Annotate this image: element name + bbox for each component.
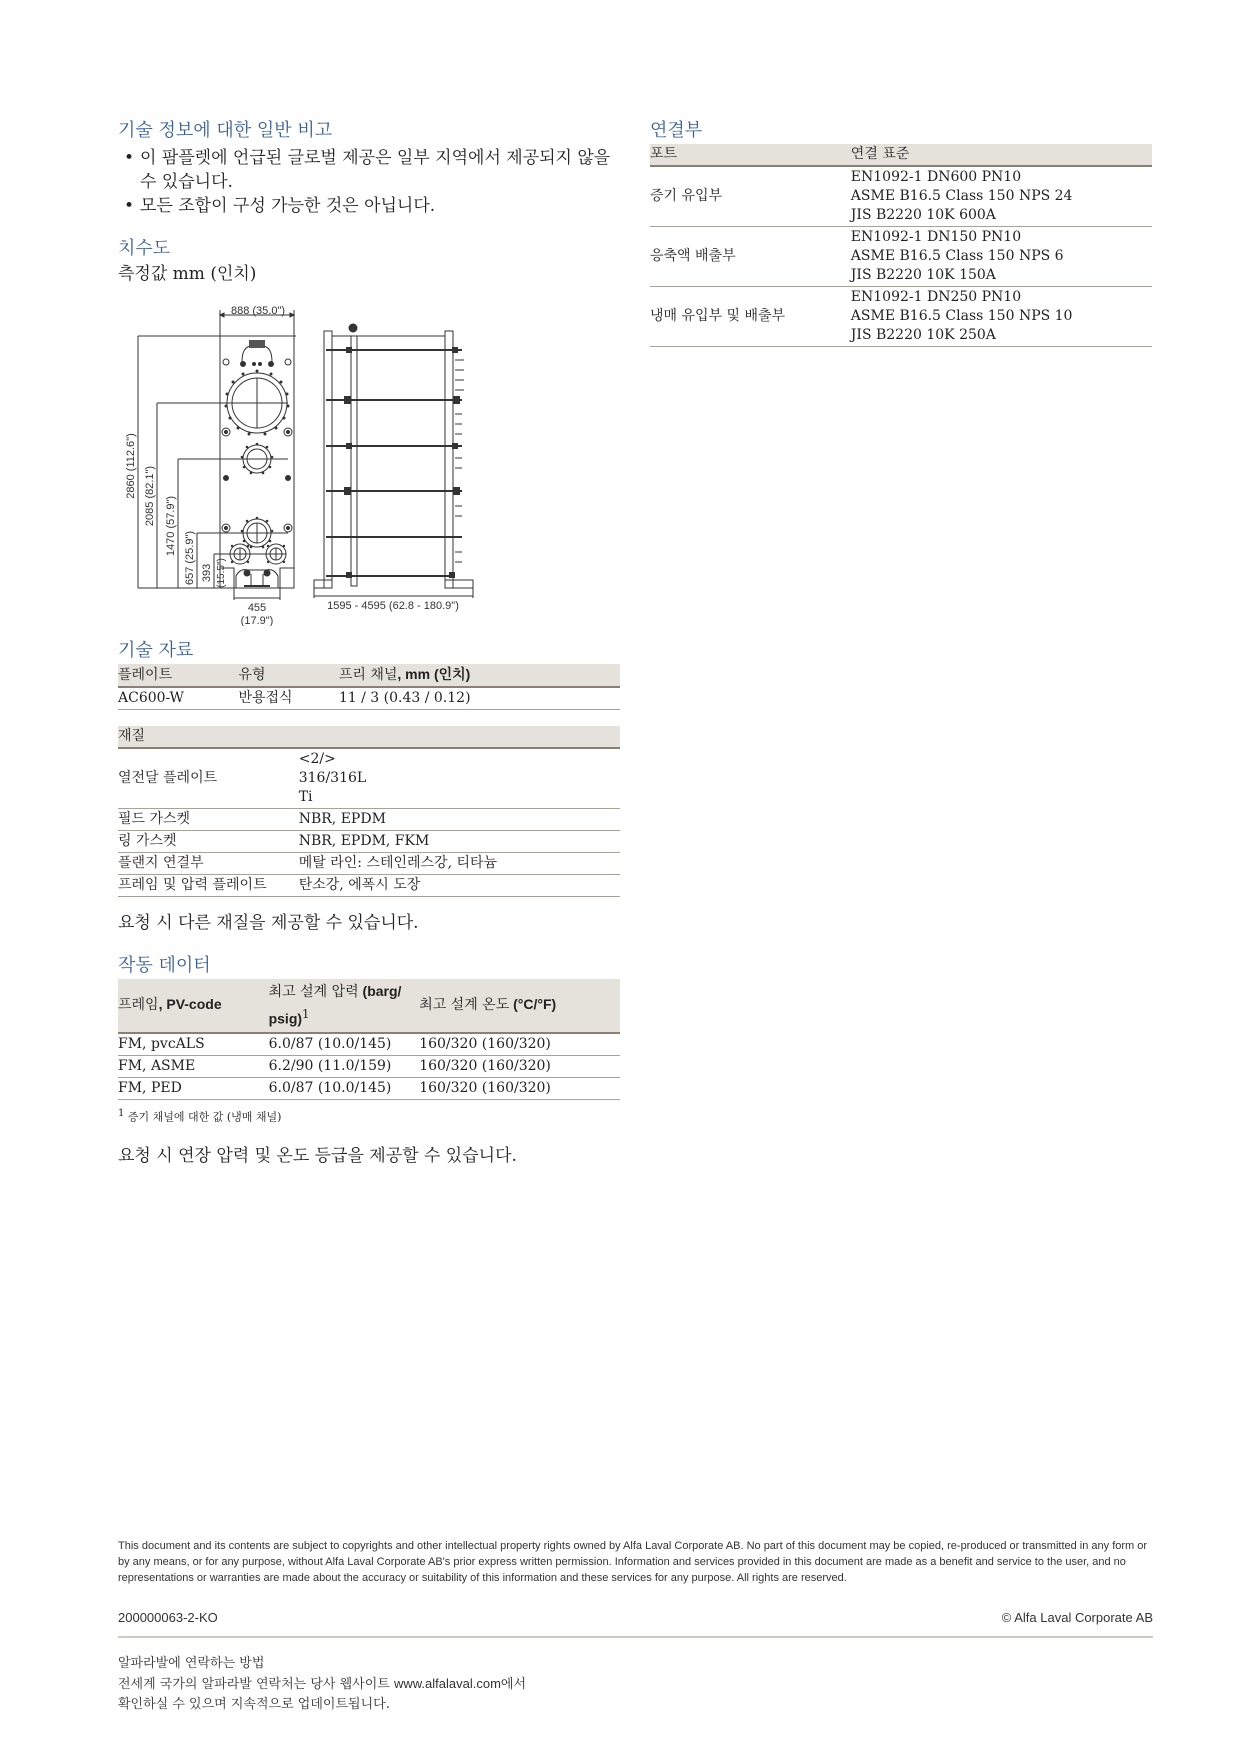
dim-height-393: 393: [201, 563, 213, 583]
table-row: [118, 1055, 620, 1077]
plate-cell: AC600-W: [118, 687, 238, 710]
general-note-item: • 이 팜플렛에 언급된 글로벌 제공은 일부 지역에서 제공되지 않을 수 있습니다.: [118, 146, 620, 194]
temperature-cell: 160/320 (160/320): [419, 1077, 620, 1099]
connections-section: [650, 118, 1152, 347]
free-channel-cell: 11 / 3 (0.43 / 0.12): [339, 687, 620, 710]
free-channel-header: 프리 채널, mm (인치): [339, 664, 620, 687]
dimensions-title: 치수도: [118, 238, 171, 259]
port-cell: 증기 유입부: [650, 166, 851, 227]
connections-table: [650, 144, 1152, 347]
connections-title: 연결부: [650, 120, 703, 141]
dim-height-393-in: (15.5"): [216, 558, 227, 588]
material-values: <2/> 316/316L Ti: [299, 748, 620, 809]
contact-info: [118, 1654, 526, 1715]
frame-header: 프레임, PV-code: [118, 979, 269, 1033]
material-value: 탄소강, 에폭시 도장: [299, 875, 620, 897]
table-row: [118, 1077, 620, 1099]
type-cell: 반용접식: [238, 687, 338, 710]
table-row: [118, 809, 620, 831]
material-label: 프레임 및 압력 플레이트: [118, 875, 299, 897]
temperature-cell: 160/320 (160/320): [419, 1055, 620, 1077]
dimensions-subtitle: 측정값 mm (인치): [118, 264, 257, 284]
materials-note: 요청 시 다른 재질을 제공할 수 있습니다.: [118, 913, 419, 933]
temperature-cell: 160/320 (160/320): [419, 1033, 620, 1056]
table-row: [118, 875, 620, 897]
type-header: 유형: [238, 664, 338, 687]
table-row: [118, 831, 620, 853]
standard-header: 연결 표준: [851, 144, 1152, 166]
table-row: [118, 748, 620, 809]
dim-length: 1595 - 4595 (62.8 - 180.9"): [327, 600, 459, 612]
dim-width-bottom: 455: [247, 602, 267, 614]
document-id: 200000063-2-KO: [118, 1610, 218, 1625]
material-value: NBR, EPDM: [299, 809, 620, 831]
frame-cell: FM, pvcALS: [118, 1033, 269, 1056]
technical-data-section: [118, 638, 620, 935]
port-cell: 냉매 유입부 및 배출부: [650, 287, 851, 347]
material-label: 필드 가스켓: [118, 809, 299, 831]
operational-table: [118, 979, 620, 1100]
contact-title: 알파라발에 연락하는 방법: [118, 1656, 265, 1671]
frame-cell: FM, PED: [118, 1077, 269, 1099]
table-row: [650, 166, 1152, 227]
general-notes-title: 기술 정보에 대한 일반 비고: [118, 120, 333, 141]
material-value: NBR, EPDM, FKM: [299, 831, 620, 853]
dim-height-1470: 1470 (57.9"): [165, 495, 177, 557]
material-label: 열전달 플레이트: [118, 748, 299, 809]
operational-data-section: [118, 953, 620, 1168]
legal-notice: This document and its contents are subject to copyrights and other intellectual property rights owned by Alfa Laval Corporate AB. No part of this document may be copied, re-produced or transmitted in any form or by any means, or for any purpose, without Alfa Laval Corporate AB's prior express written permission. Information and services provided in this document are made as a benefit and service to the user, and no representations or warranties are made about the accuracy or suitability of this information and these services for any purpose. All rights are reserved.: [118, 1540, 1148, 1584]
contact-line-2: 확인하실 수 있으며 지속적으로 업데이트됩니다.: [118, 1697, 390, 1712]
operational-note: 요청 시 연장 압력 및 온도 등급을 제공할 수 있습니다.: [118, 1146, 517, 1167]
right-column: [650, 118, 1152, 347]
contact-line-1: 전세계 국가의 알파라발 연락처는 당사 웹사이트 www.alfalaval.com에서: [118, 1676, 527, 1692]
material-label: 플랜지 연결부: [118, 853, 299, 875]
standard-cell: EN1092-1 DN150 PN10 ASME B16.5 Class 150 NPS 6 JIS B2220 10K 150A: [851, 227, 1152, 287]
table-row: [118, 1033, 620, 1056]
dim-height-657: 657 (25.9"): [184, 530, 196, 586]
plate-header: 플레이트: [118, 664, 238, 687]
frame-cell: FM, ASME: [118, 1055, 269, 1077]
general-note-item: • 모든 조합이 구성 가능한 것은 아닙니다.: [118, 194, 620, 218]
general-notes-list: [118, 146, 620, 218]
heat-exchanger-drawing: [106, 296, 486, 626]
general-notes-section: [118, 118, 620, 218]
copyright: © Alfa Laval Corporate AB: [1001, 1610, 1153, 1625]
pressure-cell: 6.2/90 (11.0/159): [269, 1055, 420, 1077]
materials-header: 재질: [118, 726, 620, 748]
footnote: $^1$ 증기 채널에 대한 값 (냉매 채널): [118, 1107, 282, 1124]
table-row: [118, 687, 620, 710]
standard-cell: EN1092-1 DN600 PN10 ASME B16.5 Class 150 NPS 24 JIS B2220 10K 600A: [851, 166, 1152, 227]
dim-height-2085: 2085 (82.1"): [144, 465, 156, 527]
technical-data-title: 기술 자료: [118, 640, 194, 661]
pressure-header: 최고 설계 압력 (barg/ psig)$^1$: [269, 979, 420, 1033]
dim-width-bottom-in: (17.9"): [240, 615, 274, 626]
port-cell: 응축액 배출부: [650, 227, 851, 287]
left-column: [118, 118, 620, 1168]
pressure-cell: 6.0/87 (10.0/145): [269, 1077, 420, 1099]
dim-height-2860: 2860 (112.6"): [125, 433, 137, 499]
dimension-drawing: [106, 296, 486, 626]
standard-cell: EN1092-1 DN250 PN10 ASME B16.5 Class 150 NPS 10 JIS B2220 10K 250A: [851, 287, 1152, 347]
website-link[interactable]: www.alfalaval.com: [393, 1676, 501, 1691]
dimensions-section: [118, 236, 620, 626]
operational-data-title: 작동 데이터: [118, 955, 211, 976]
table-row: [118, 853, 620, 875]
plate-table: [118, 664, 620, 710]
table-row: [650, 287, 1152, 347]
table-row: [650, 227, 1152, 287]
port-header: 포트: [650, 144, 851, 166]
dim-width-top: 888 (35.0"): [230, 305, 286, 317]
pressure-cell: 6.0/87 (10.0/145): [269, 1033, 420, 1056]
footer-divider: [118, 1636, 1153, 1638]
material-label: 링 가스켓: [118, 831, 299, 853]
material-value: 메탈 라인: 스테인레스강, 티타늄: [299, 853, 620, 875]
temperature-header: 최고 설계 온도 (°C/°F): [419, 979, 620, 1033]
materials-table: [118, 726, 620, 897]
